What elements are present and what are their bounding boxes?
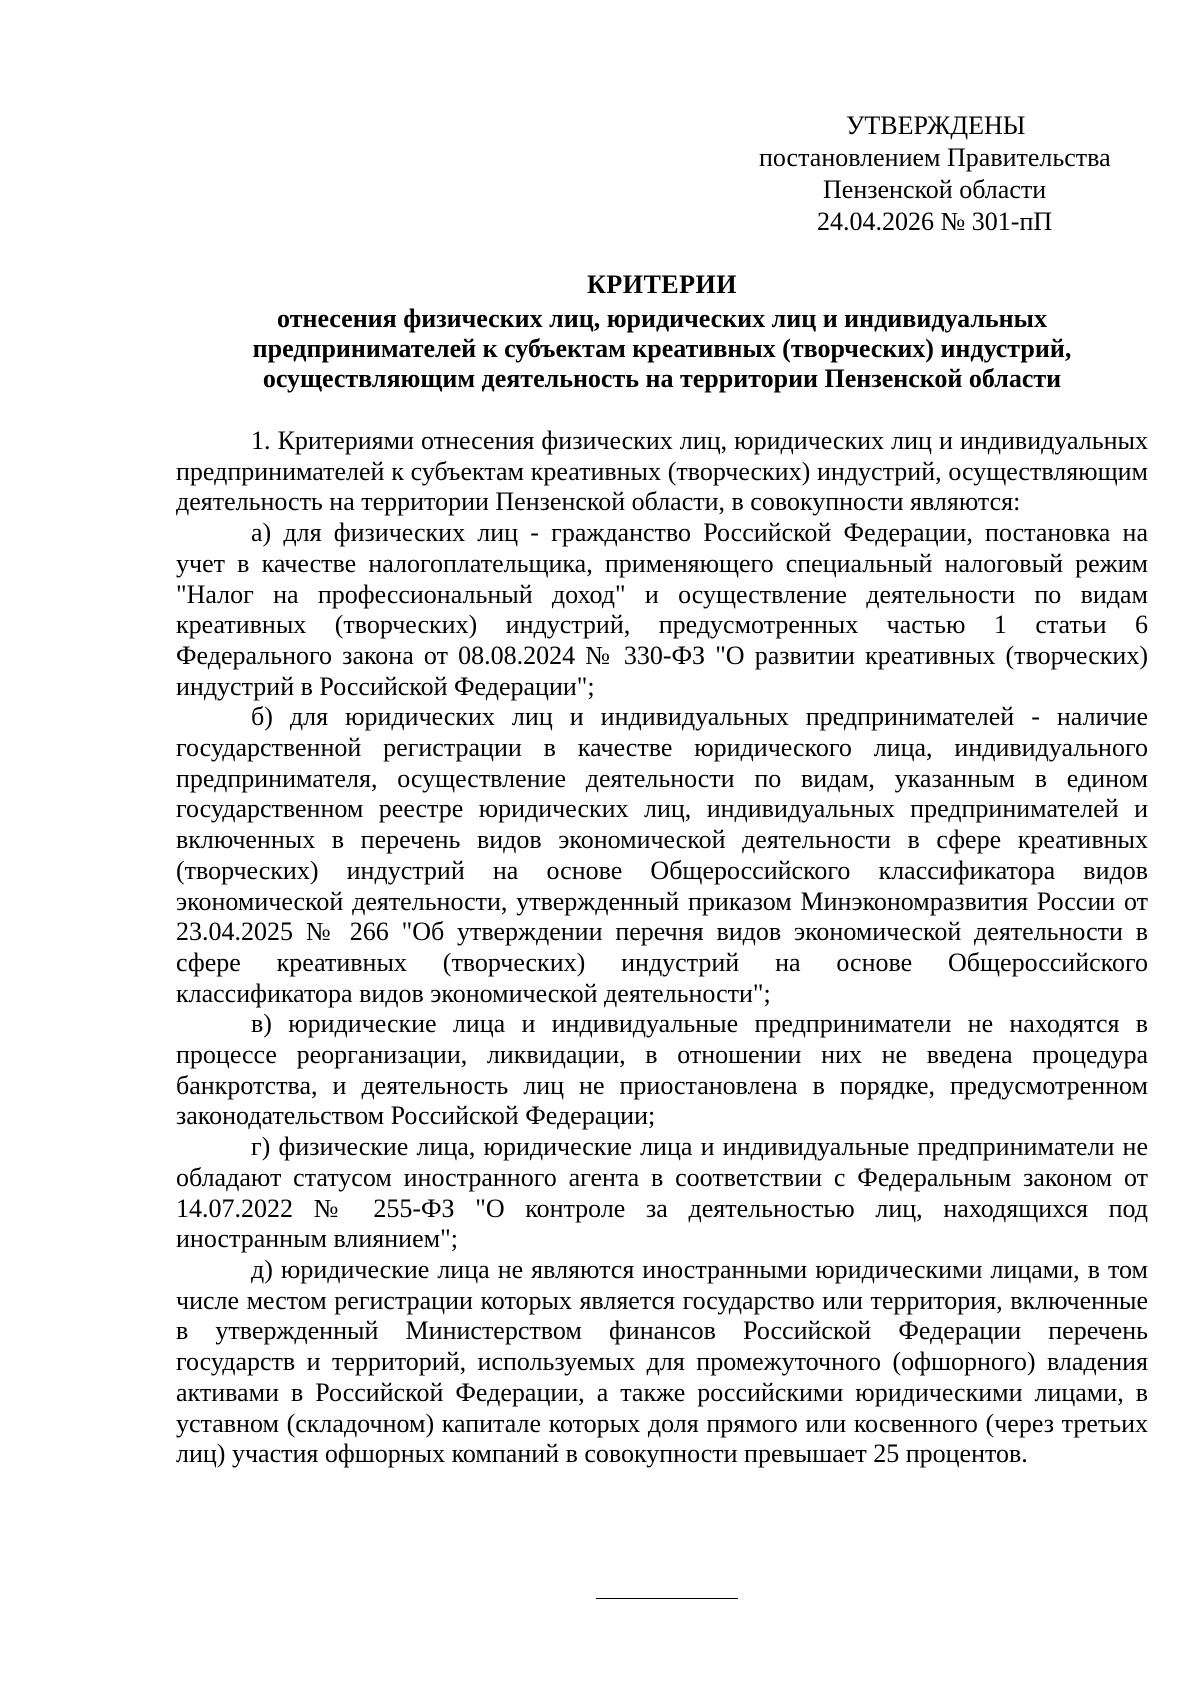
approval-stamp-block <box>740 110 1140 238</box>
paragraph-item-v: в) юридические лица и индивидуальные предприниматели не находятся в процессе реорганизации, ликвидации, в отношении них не введена процедура банкротства, и деятельность лиц не приостановлена в порядке, предусмотренном законодательством Российской Федерации; <box>176 1009 1148 1131</box>
approval-line-approved: УТВЕРЖДЕНЫ <box>846 111 1026 140</box>
title-subtitle-line: осуществляющим деятельность на территории Пензенской области <box>262 364 1062 393</box>
paragraph-criteria-intro: 1. Критериями отнесения физических лиц, юридических лиц и индивидуальных предпринимателей к субъектам креативных (творческих) индустрий, осуществляющим деятельность на территории Пензенской области, в совокупности являются: <box>176 426 1148 517</box>
paragraph-item-d: д) юридические лица не являются иностранными юридическими лицами, в том числе местом регистрации которых является государство или территория, включенные в утвержденный Министерством финансов Российской Федерации перечень государств и территорий, используемых для промежуточного (офшорного) владения активами в Российской Федерации, а также российскими юридическими лицами, в уставном (складочном) капитале которых доля прямого или косвенного (через третьих лиц) участия офшорных компаний в совокупности превышает 25 процентов. <box>176 1254 1148 1469</box>
approval-line-date-number: 24.04.2026 № 301-пП <box>817 207 1053 236</box>
title-subtitle-line: отнесения физических лиц, юридических лиц и индивидуальных <box>277 304 1047 333</box>
title-heading: КРИТЕРИИ <box>587 270 737 299</box>
document-body <box>176 426 1148 1470</box>
paragraph-item-g: г) физические лица, юридические лица и индивидуальные предприниматели не обладают статусом иностранного агента в соответствии с Федеральным законом от 14.07.2022 № 255-ФЗ "О контроле за деятельностью лиц, находящихся под иностранным влиянием"; <box>176 1132 1148 1254</box>
paragraph-item-b: б) для юридических лиц и индивидуальных предпринимателей - наличие государственной регистрации в качестве юридического лица, индивидуального предпринимателя, осуществление деятельности по видам, указанным в едином государственном реестре юридических лиц, индивидуальных предпринимателей и включенных в перечень видов экономической деятельности в сфере креативных (творческих) индустрий на основе Общероссийского классификатора видов экономической деятельности, утвержденный приказом Минэкономразвития России от 23.04.2025 № 266 "Об утверждении перечня видов экономической деятельности в сфере креативных (творческих) индустрий на основе Общероссийского классификатора видов экономической деятельности"; <box>176 702 1148 1008</box>
end-divider-line <box>596 1598 738 1599</box>
approval-line-resolution: постановлением Правительства <box>759 143 1111 172</box>
title-subtitle-line: предпринимателей к субъектам креативных (творческих) индустрий, <box>252 334 1072 363</box>
approval-line-region: Пензенской области <box>823 175 1047 204</box>
document-title <box>176 270 1148 394</box>
paragraph-item-a: а) для физических лиц - гражданство Российской Федерации, постановка на учет в качестве налогоплательщика, применяющего специальный налоговый режим "Налог на профессиональный доход" и осуществление деятельности по видам креативных (творческих) индустрий, предусмотренных частью 1 статьи 6 Федерального закона от 08.08.2024 № 330-ФЗ "О развитии креативных (творческих) индустрий в Российской Федерации"; <box>176 518 1148 701</box>
